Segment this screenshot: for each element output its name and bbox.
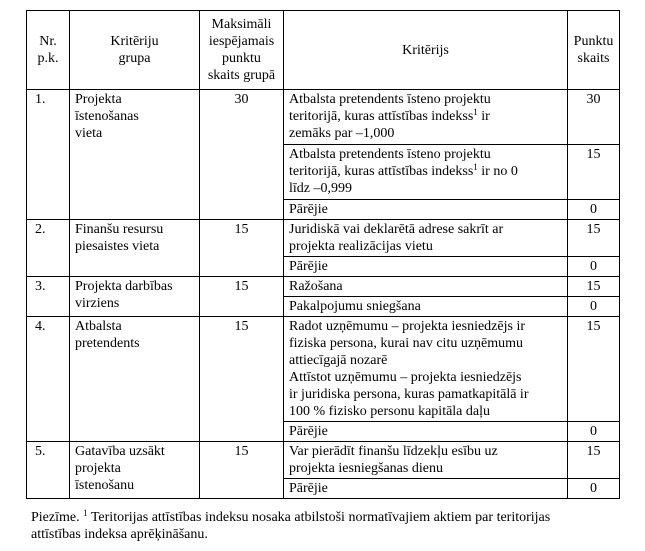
row-number: 3. [27, 277, 70, 317]
footnote-mark: 1 [83, 508, 88, 518]
footnote [31, 509, 621, 543]
criteria-group: Gatavība uzsākt projekta īstenošanu [70, 442, 200, 499]
criterion-cell: Juridiskā vai deklarētā adrese sakrīt ar projekta realizācijas vietu [284, 220, 568, 257]
max-points: 15 [200, 317, 284, 442]
points-cell: 30 [568, 90, 620, 145]
points-cell: 15 [568, 442, 620, 479]
footnote-text: Teritorijas attīstības indeksu nosaka atbilstoši normatīvajiem aktiem par teritorijas attīstības indeksa aprēķināšanu. [31, 510, 551, 542]
footnote-ref: 1 [473, 162, 478, 172]
max-points: 15 [200, 277, 284, 317]
points-cell: 0 [568, 297, 620, 317]
row-number: 2. [27, 220, 70, 277]
points-cell: 15 [568, 220, 620, 257]
criterion-cell: Var pierādīt finanšu līdzekļu esību uz projekta iesniegšanas dienu [284, 442, 568, 479]
points-cell: 0 [568, 257, 620, 277]
criteria-group: Projekta darbības virziens [70, 277, 200, 317]
criterion-cell: Pārējie [284, 479, 568, 499]
points-cell: 0 [568, 479, 620, 499]
row-number: 4. [27, 317, 70, 442]
row-number: 1. [27, 90, 70, 220]
criterion-cell: Pārējie [284, 257, 568, 277]
criteria-group: Projekta īstenošanas vieta [70, 90, 200, 220]
header-nr: Nr. p.k. [27, 11, 70, 90]
criterion-cell: Pārējie [284, 422, 568, 442]
max-points: 30 [200, 90, 284, 220]
footnote-ref: 1 [473, 107, 478, 117]
criterion-cell: Ražošana [284, 277, 568, 297]
criteria-table [26, 10, 620, 499]
criterion-cell: Radot uzņēmumu – projekta iesniedzējs ir fiziska persona, kurai nav citu uzņēmumu attiecīgajā nozarē Attīstot uzņēmumu – projekta iesniedzējs ir juridiska persona, kuras pamatkapitālā ir 100 % fizisko personu kapitāla daļu [284, 317, 568, 422]
criterion-cell: Pārējie [284, 200, 568, 220]
max-points: 15 [200, 442, 284, 499]
criterion-cell: Atbalsta pretendents īsteno projektu teritorijā, kuras attīstības indekss$^1$ ir no 0 līdz –0,999 [284, 145, 568, 200]
header-row [27, 11, 620, 90]
points-cell: 15 [568, 277, 620, 297]
criterion-cell: Pakalpojumu sniegšana [284, 297, 568, 317]
row-number: 5. [27, 442, 70, 499]
header-criterion: Kritērijs [284, 11, 568, 90]
points-cell: 0 [568, 422, 620, 442]
table-row [27, 220, 620, 257]
header-points: Punktu skaits [568, 11, 620, 90]
table-row [27, 317, 620, 422]
table-row [27, 90, 620, 145]
table-row [27, 277, 620, 297]
table-row [27, 442, 620, 479]
criterion-cell: Atbalsta pretendents īsteno projektu teritorijā, kuras attīstības indekss$^1$ ir zemāks par –1,000 [284, 90, 568, 145]
points-cell: 15 [568, 317, 620, 422]
footnote-prefix: Piezīme. [31, 510, 84, 525]
criteria-group: Finanšu resursu piesaistes vieta [70, 220, 200, 277]
max-points: 15 [200, 220, 284, 277]
points-cell: 0 [568, 200, 620, 220]
points-cell: 15 [568, 145, 620, 200]
header-group: Kritēriju grupa [70, 11, 200, 90]
header-max: Maksimāli iespējamais punktu skaits grupā [200, 11, 284, 90]
criteria-group: Atbalsta pretendents [70, 317, 200, 442]
